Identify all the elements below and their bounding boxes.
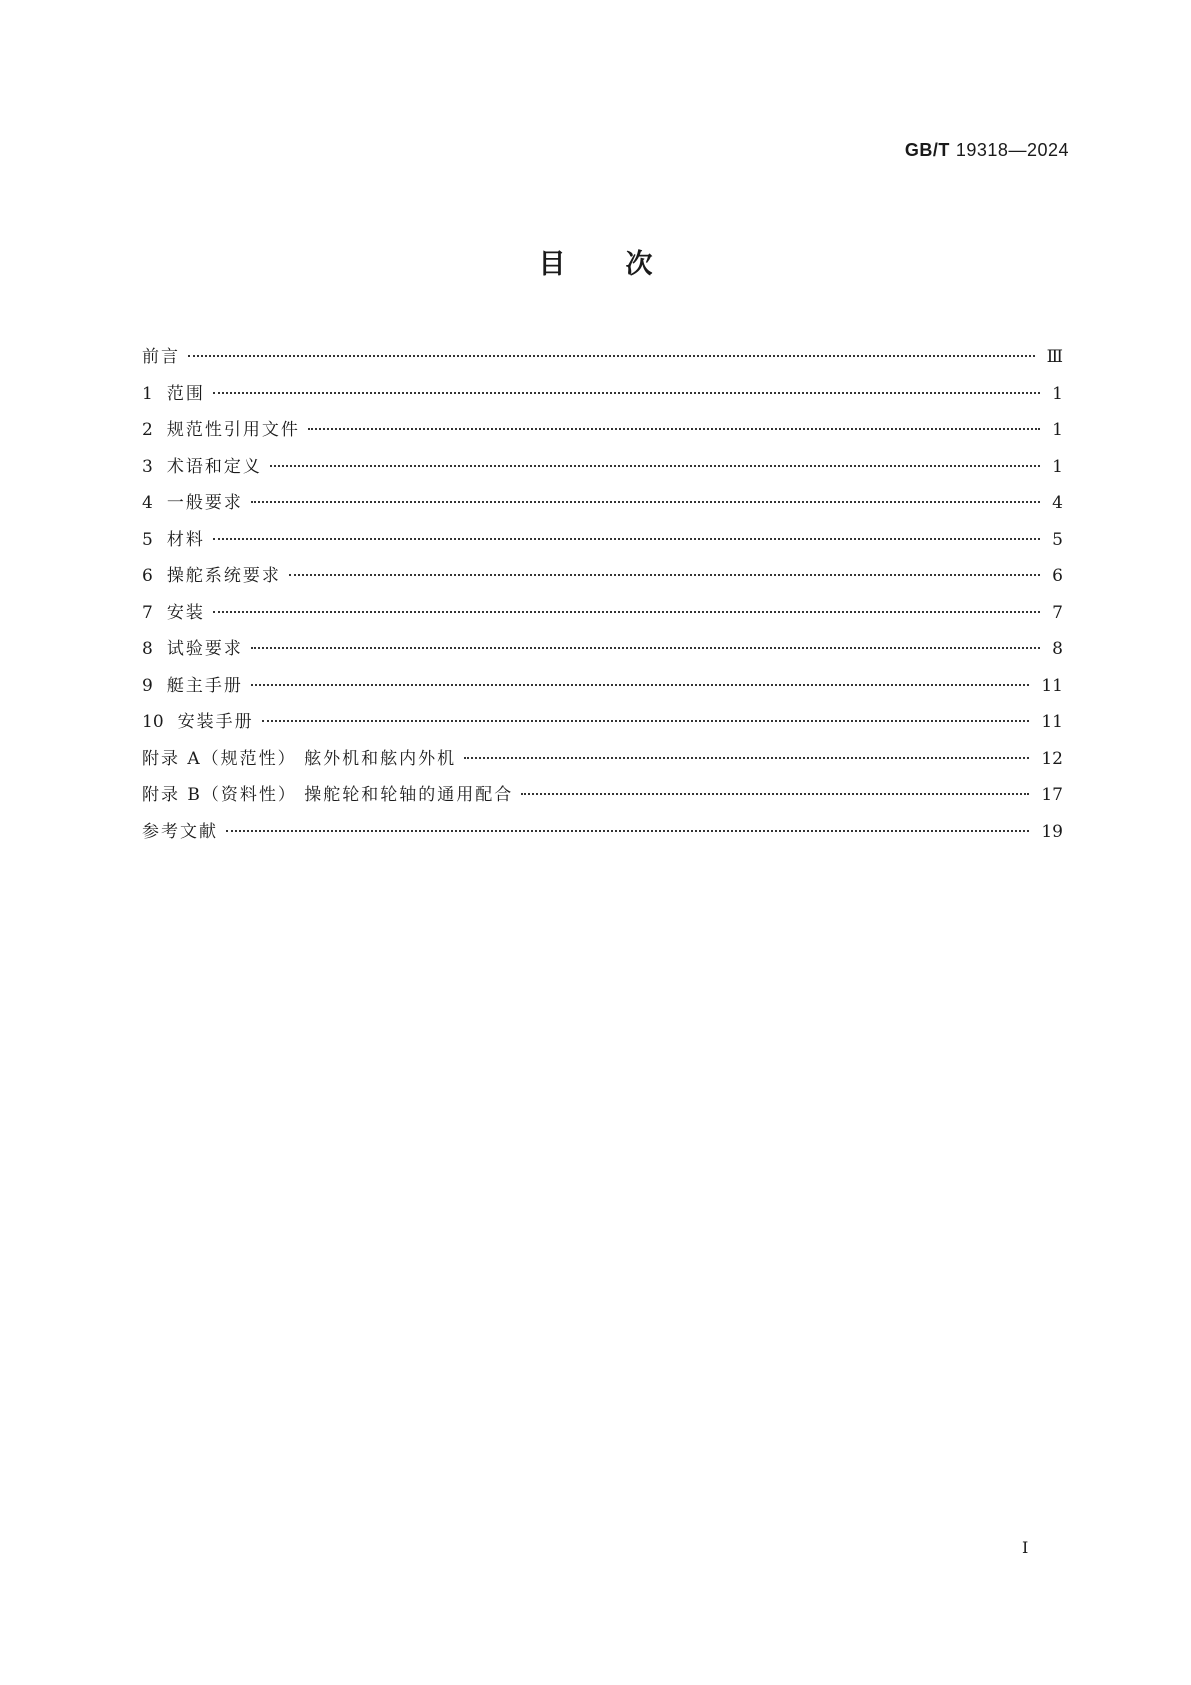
toc-leader-dots <box>464 757 1029 759</box>
toc-leader-dots <box>289 574 1040 576</box>
toc-leader-dots <box>262 720 1030 722</box>
toc-entry-page: 11 <box>1041 675 1063 696</box>
toc-entry[interactable] <box>142 780 1063 817</box>
table-of-contents <box>142 342 1063 853</box>
toc-entry[interactable] <box>142 415 1063 452</box>
toc-leader-dots <box>213 392 1040 394</box>
toc-entry[interactable] <box>142 488 1063 525</box>
toc-entry-title: 附录 A（规范性） 舷外机和舷内外机 <box>142 748 457 769</box>
toc-entry[interactable] <box>142 525 1063 562</box>
toc-entry[interactable] <box>142 342 1063 379</box>
toc-entry-title: 材料 <box>166 529 205 550</box>
toc-entry[interactable] <box>142 744 1063 781</box>
toc-entry-section-number: 6 <box>142 566 153 586</box>
toc-entry[interactable] <box>142 707 1063 744</box>
toc-entry-label <box>142 525 213 550</box>
toc-entry[interactable] <box>142 452 1063 489</box>
toc-entry-title: 前言 <box>142 347 180 367</box>
toc-leader-dots <box>521 793 1029 795</box>
toc-leader-dots <box>213 538 1040 540</box>
toc-entry-title: 一般要求 <box>166 493 243 513</box>
toc-entry-label <box>142 342 188 367</box>
toc-entry-page: 4 <box>1052 493 1063 513</box>
toc-entry-page: 7 <box>1052 602 1063 623</box>
toc-leader-dots <box>270 465 1040 467</box>
toc-entry-page: 1 <box>1052 383 1063 404</box>
toc-leader-dots <box>308 428 1040 430</box>
toc-leader-dots <box>213 611 1040 613</box>
toc-entry-page: 1 <box>1052 420 1063 440</box>
toc-entry[interactable] <box>142 379 1063 416</box>
toc-entry-title: 操舵系统要求 <box>166 566 281 586</box>
toc-leader-dots <box>251 647 1040 649</box>
toc-entry-page: 5 <box>1052 529 1063 550</box>
toc-entry-title: 术语和定义 <box>166 456 262 477</box>
standard-code-prefix: GB/T <box>904 140 950 160</box>
toc-entry-label <box>142 744 464 769</box>
toc-entry-title: 范围 <box>166 383 205 404</box>
toc-entry-page: 11 <box>1041 712 1063 732</box>
toc-entry-label <box>142 707 262 732</box>
page-title: 目次 <box>538 249 713 280</box>
toc-entry-page: 8 <box>1052 639 1063 659</box>
toc-entry-title: 艇主手册 <box>166 675 243 696</box>
toc-entry-title: 规范性引用文件 <box>166 420 300 440</box>
toc-entry-title: 参考文献 <box>142 821 218 842</box>
standard-code-number: 19318—2024 <box>955 140 1069 160</box>
toc-entry-section-number: 4 <box>142 493 153 513</box>
toc-entry-label <box>142 780 521 805</box>
toc-entry[interactable] <box>142 634 1063 671</box>
toc-entry-title: 安装 <box>166 602 205 623</box>
page-number: Ⅰ <box>1022 1538 1029 1557</box>
toc-entry[interactable] <box>142 561 1063 598</box>
toc-entry-section-number: 10 <box>142 712 164 732</box>
toc-entry-title: 安装手册 <box>177 712 254 732</box>
toc-entry-page: Ⅲ <box>1046 347 1063 367</box>
toc-entry-label <box>142 452 270 477</box>
toc-entry[interactable] <box>142 671 1063 708</box>
standard-code <box>905 140 1069 161</box>
toc-entry-page: 17 <box>1041 785 1063 805</box>
toc-entry-section-number: 7 <box>142 602 153 623</box>
toc-entry-section-number: 2 <box>142 420 153 440</box>
toc-leader-dots <box>251 684 1030 686</box>
toc-entry-section-number: 9 <box>142 675 153 696</box>
toc-entry-label <box>142 561 289 586</box>
toc-entry-label <box>142 671 251 696</box>
toc-entry-label <box>142 817 226 842</box>
toc-leader-dots <box>251 501 1040 503</box>
toc-entry-section-number: 1 <box>142 383 153 404</box>
toc-entry-page: 19 <box>1041 821 1063 842</box>
toc-entry-title: 试验要求 <box>166 639 243 659</box>
toc-entry-section-number: 3 <box>142 456 153 477</box>
toc-entry-label <box>142 488 251 513</box>
toc-entry-label <box>142 415 308 440</box>
toc-entry-section-number: 5 <box>142 529 153 550</box>
toc-entry-label <box>142 634 251 659</box>
toc-entry-page: 12 <box>1041 748 1063 769</box>
toc-entry[interactable] <box>142 598 1063 635</box>
toc-entry-page: 1 <box>1052 456 1063 477</box>
toc-entry-label <box>142 379 213 404</box>
toc-leader-dots <box>226 830 1029 832</box>
toc-entry-section-number: 8 <box>142 639 153 659</box>
toc-entry-label <box>142 598 213 623</box>
toc-leader-dots <box>188 355 1035 357</box>
toc-entry-title: 附录 B（资料性） 操舵轮和轮轴的通用配合 <box>142 785 514 805</box>
toc-entry-page: 6 <box>1052 566 1063 586</box>
toc-entry[interactable] <box>142 817 1063 854</box>
